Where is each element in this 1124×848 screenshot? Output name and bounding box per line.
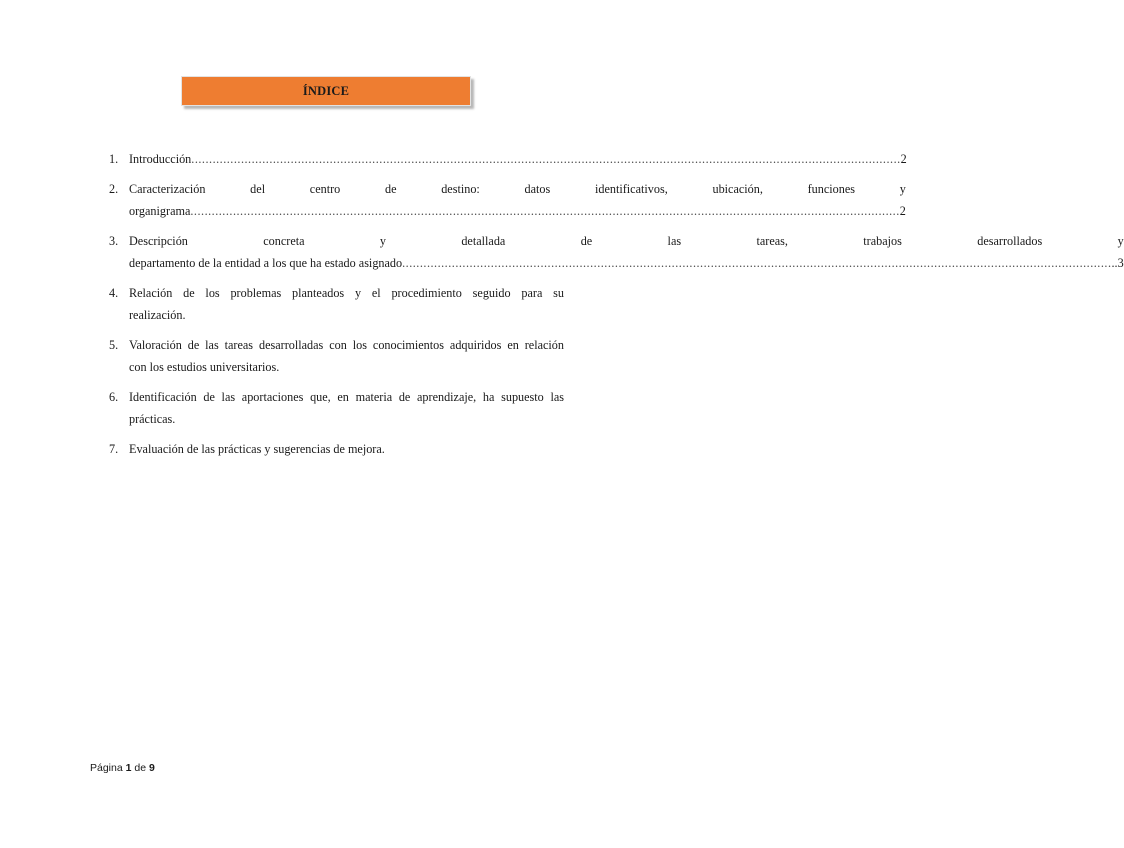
toc-item-2[interactable] — [109, 178, 906, 222]
page-footer — [90, 762, 155, 774]
toc-entry-text: Caracterización del centro de destino: datos identificativos, ubicación, funciones y — [129, 182, 906, 196]
index-heading-box — [181, 76, 471, 106]
toc-page-number: 2 — [900, 152, 907, 166]
toc-number: 4. — [109, 286, 119, 300]
toc-entry-text: Relación de los problemas planteados y el procedimiento seguido para su — [129, 286, 564, 300]
toc-number: 7. — [109, 442, 119, 456]
toc-entry-text: Introducción — [129, 152, 192, 166]
footer-current-page: 1 — [125, 762, 132, 774]
toc-entry-text: con los estudios universitarios. — [129, 360, 280, 374]
toc-item-6[interactable] — [109, 386, 564, 430]
toc-number: 5. — [109, 338, 119, 352]
toc-entry-text: Evaluación de las prácticas y sugerencias de mejora. — [129, 442, 385, 456]
toc-number: 3. — [109, 234, 119, 248]
toc-entry-text: Valoración de las tareas desarrolladas con los conocimientos adquiridos en relación — [129, 338, 564, 352]
toc-entry-text: realización. — [129, 308, 186, 322]
footer-separator: de — [134, 762, 147, 774]
toc-entry-text: organigrama — [129, 204, 191, 218]
toc-entry-text: departamento de la entidad a los que ha estado asignado — [129, 256, 403, 270]
toc-item-5[interactable] — [109, 334, 564, 378]
toc-entry-text: Descripción concreta y detallada de las tareas, trabajos desarrollados y — [129, 234, 1124, 248]
toc-leader-dots — [402, 252, 1111, 274]
toc-number: 1. — [109, 152, 119, 166]
table-of-contents — [109, 148, 1124, 468]
toc-number: 2. — [109, 182, 119, 196]
footer-total-pages: 9 — [149, 762, 155, 774]
toc-page-number: ..3 — [1111, 256, 1124, 270]
toc-item-3[interactable] — [109, 230, 1124, 274]
toc-item-4[interactable] — [109, 282, 564, 326]
footer-prefix: Página — [90, 762, 123, 774]
index-heading: ÍNDICE — [302, 83, 350, 98]
toc-entry-text: prácticas. — [129, 412, 176, 426]
toc-leader-dots — [191, 148, 900, 170]
toc-leader-dots — [190, 200, 899, 222]
toc-number: 6. — [109, 390, 119, 404]
toc-entry-text: Identificación de las aportaciones que, en materia de aprendizaje, ha supuesto las — [129, 390, 564, 404]
toc-item-7[interactable] — [109, 438, 564, 460]
toc-item-1[interactable] — [109, 148, 907, 170]
toc-page-number: 2 — [899, 204, 906, 218]
